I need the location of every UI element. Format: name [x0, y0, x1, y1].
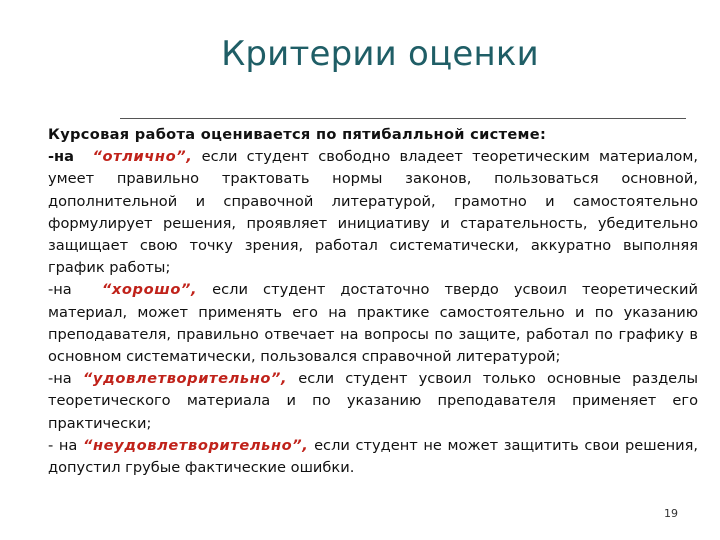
intro-text: Курсовая работа оценивается по пятибалльной системе: [48, 126, 547, 143]
grade-excellent: “отлично”, [92, 148, 193, 166]
grade-satisfactory: “удовлетворительно”, [82, 370, 288, 388]
criteria-body [48, 124, 698, 479]
criterion-text: если студент не может защитить свои решения, допустил грубые фактические ошибки. [48, 436, 699, 477]
page-number: 19 [664, 507, 678, 520]
criterion-prefix: -на [48, 281, 72, 299]
criterion-text: если студент свободно владеет теоретическим материалом, умеет правильно трактовать нормы законов, пользоваться основной, дополнительной и справочной литературой, грамотно и самостоятельно формулирует решения, проявляет инициативу и старательность, убедительно защищает свою точку зрения, работал систематически, аккуратно выполняя график работы; [48, 148, 699, 277]
criterion-excellent [48, 146, 698, 279]
criterion-prefix: -на [48, 148, 74, 166]
grade-unsatisfactory: “неудовлетворительно”, [83, 436, 309, 454]
title-divider [120, 118, 686, 119]
criterion-good [48, 279, 698, 368]
slide-title: Критерии оценки [221, 34, 539, 74]
grade-good: “хорошо”, [101, 281, 198, 299]
criterion-satisfactory [48, 368, 698, 435]
criterion-unsatisfactory [48, 435, 698, 479]
criterion-text: если студент достаточно твердо усвоил теоретический материал, может применять его на практике самостоятельно и по указанию преподавателя, правильно отвечает на вопросы по защите, работал по графику в основном систематически, пользовался справочной литературой; [48, 281, 699, 366]
criterion-prefix: - на [48, 436, 78, 454]
criterion-prefix: -на [48, 370, 72, 388]
criterion-text: если студент усвоил только основные разделы теоретического материала и по указанию преподавателя применяет его практически; [48, 370, 699, 432]
